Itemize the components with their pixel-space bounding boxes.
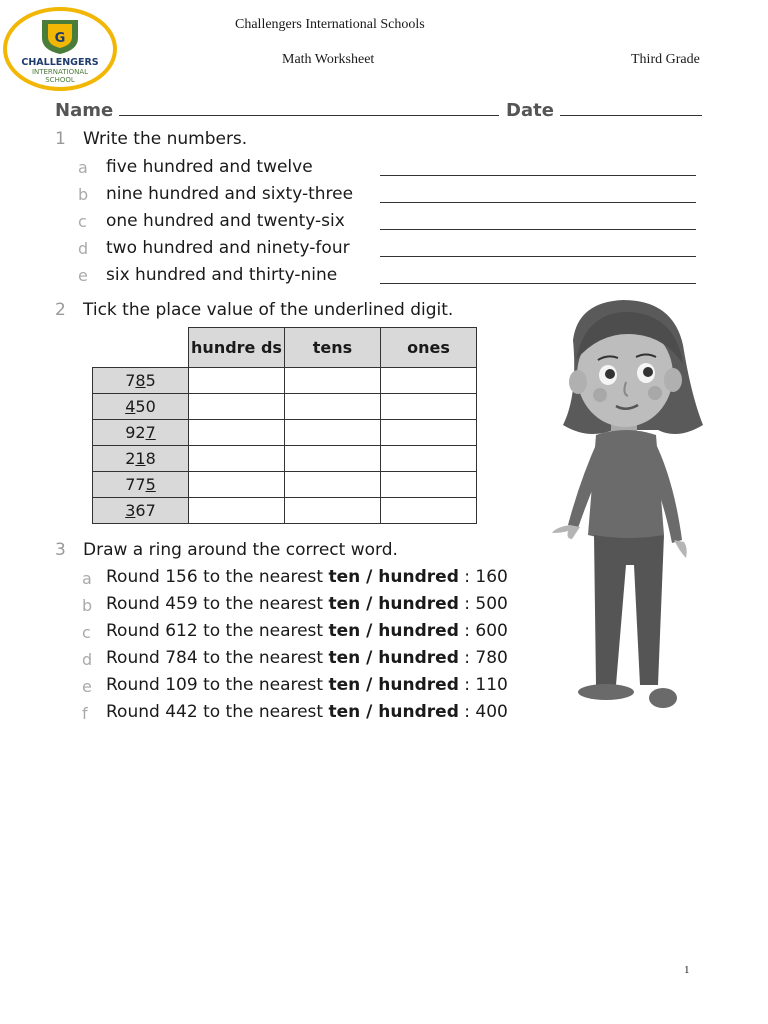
tick-cell-hundreds[interactable] [189,472,285,498]
tick-cell-ones[interactable] [381,420,477,446]
table-row [93,446,477,472]
row-number: 450 [93,394,189,420]
q1d-text: two hundred and ninety-four [106,238,350,258]
col-tens: tens [285,328,381,368]
tick-cell-tens[interactable] [285,368,381,394]
tick-cell-ones[interactable] [381,446,477,472]
tick-cell-ones[interactable] [381,498,477,524]
row-number: 218 [93,446,189,472]
q3e-letter: e [82,677,92,696]
q3c-text[interactable]: Round 612 to the nearest ten / hundred : 600 [106,621,508,641]
q3-number: 3 [55,540,66,560]
q1e-text: six hundred and thirty-nine [106,265,338,285]
tick-cell-hundreds[interactable] [189,420,285,446]
q1b-answer-line[interactable] [380,201,696,203]
q1a-answer-line[interactable] [380,174,696,176]
table-row [93,420,477,446]
table-corner [93,328,189,368]
q1c-letter: c [78,212,87,231]
q3d-letter: d [82,650,93,669]
q1e-letter: e [78,266,88,285]
q1c-text: one hundred and twenty-six [106,211,345,231]
place-value-table [92,327,477,524]
q1a-letter: a [78,158,88,177]
table-row [93,498,477,524]
tick-cell-ones[interactable] [381,394,477,420]
q3d-text[interactable]: Round 784 to the nearest ten / hundred : 780 [106,648,508,668]
tick-cell-ones[interactable] [381,368,477,394]
tick-cell-tens[interactable] [285,420,381,446]
q1-number: 1 [55,129,66,149]
worksheet-subtitle: Math Worksheet [282,52,375,67]
tick-cell-tens[interactable] [285,472,381,498]
col-ones: ones [381,328,477,368]
table-row [93,368,477,394]
col-hundreds: hundre ds [189,328,285,368]
table-row [93,394,477,420]
tick-cell-ones[interactable] [381,472,477,498]
q1e-answer-line[interactable] [380,282,696,284]
school-name: Challengers International Schools [235,17,425,32]
q3f-letter: f [82,704,88,723]
q3b-letter: b [82,596,93,615]
tick-cell-hundreds[interactable] [189,368,285,394]
q3b-text[interactable]: Round 459 to the nearest ten / hundred : 500 [106,594,508,614]
q3a-letter: a [82,569,92,588]
q1b-letter: b [78,185,89,204]
svg-text:SCHOOL: SCHOOL [45,76,75,84]
date-blank[interactable] [560,99,702,116]
q1d-letter: d [78,239,89,258]
date-label: Date [506,100,554,121]
row-number: 785 [93,368,189,394]
row-number: 775 [93,472,189,498]
tick-cell-hundreds[interactable] [189,446,285,472]
q3f-text[interactable]: Round 442 to the nearest ten / hundred : 400 [106,702,508,722]
q1a-text: five hundred and twelve [106,157,313,177]
table-row [93,472,477,498]
tick-cell-tens[interactable] [285,394,381,420]
q1d-answer-line[interactable] [380,255,696,257]
q3a-text[interactable]: Round 156 to the nearest ten / hundred : 160 [106,567,508,587]
q1b-text: nine hundred and sixty-three [106,184,354,204]
grade-label: Third Grade [631,52,700,67]
tick-cell-tens[interactable] [285,498,381,524]
tick-cell-hundreds[interactable] [189,394,285,420]
q1-prompt: Write the numbers. [83,129,248,149]
row-number: 367 [93,498,189,524]
svg-text:CHALLENGERS: CHALLENGERS [21,57,99,68]
q3-prompt: Draw a ring around the correct word. [83,540,398,560]
q1c-answer-line[interactable] [380,228,696,230]
name-label: Name [55,100,114,121]
date-field[interactable] [506,99,702,121]
girl-illustration [548,300,708,725]
row-number: 927 [93,420,189,446]
svg-text:G: G [54,31,66,46]
page-number: 1 [684,964,690,976]
q2-prompt: Tick the place value of the underlined digit. [83,300,454,320]
q3e-text[interactable]: Round 109 to the nearest ten / hundred : 110 [106,675,508,695]
school-logo [2,6,118,92]
name-blank[interactable] [119,99,499,116]
q2-number: 2 [55,300,66,320]
tick-cell-tens[interactable] [285,446,381,472]
table-header-row [93,328,477,368]
q3c-letter: c [82,623,91,642]
name-field[interactable] [55,99,499,121]
tick-cell-hundreds[interactable] [189,498,285,524]
svg-text:INTERNATIONAL: INTERNATIONAL [31,68,89,76]
